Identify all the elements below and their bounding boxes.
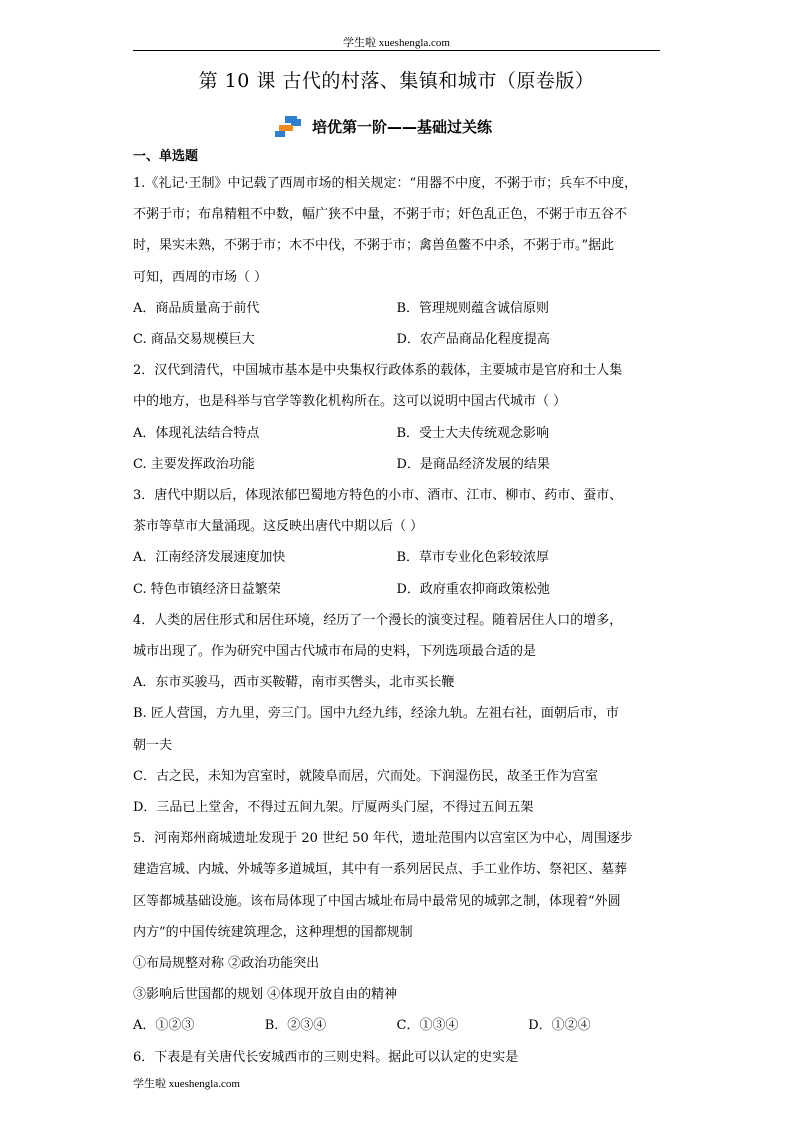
option-b: B．草市专业化色彩较浓厚	[396, 550, 550, 566]
question-stem-line: 2．汉代到清代，中国城市基本是中央集权行政体系的载体，主要城市是官府和士人集	[133, 363, 623, 379]
page-title: 第 10 课 古代的村落、集镇和城市（原卷版）	[198, 70, 595, 92]
option-b: B．受士大夫传统观念影响	[396, 425, 550, 441]
level-badge	[275, 116, 575, 140]
option-d: D．①②④	[528, 1018, 591, 1034]
question-list	[133, 168, 660, 1073]
option-d: D．政府重农抑商政策松弛	[396, 581, 550, 597]
option-a: A．①②③	[133, 1018, 195, 1034]
option-c: C．①③④	[396, 1018, 459, 1034]
option-a: A．体现礼法结合特点	[133, 425, 260, 441]
option-c: C. 特色市镇经济日益繁荣	[133, 581, 281, 597]
question-stem-line: 5．河南郑州商城遗址发现于 20 世纪 50 年代，遗址范围内以宫室区为中心，周围逐步	[133, 831, 633, 847]
option-d: D．三品已上堂舍，不得过五间九架。厅厦两头门屋，不得过五间五架	[133, 800, 534, 816]
question-stem-line: 区等都城基础设施。该布局体现了中国古城址布局中最常见的城郭之制，体现着“外圆	[133, 893, 621, 909]
option-d: D．是商品经济发展的结果	[396, 456, 550, 472]
option-c: C. 商品交易规模巨大	[133, 332, 255, 348]
question-stem-line: 不粥于市；布帛精粗不中数，幅广狭不中量，不粥于市；奸色乱正色，不粥于市五谷不	[133, 207, 628, 223]
question-stem-line: 1.《礼记·王制》中记载了西周市场的相关规定：“用器不中度，不粥于市；兵车不中度，	[133, 176, 638, 191]
option-a: A．商品质量高于前代	[133, 300, 260, 316]
option-b-continued: 朝一夫	[133, 737, 173, 753]
question-stem-line: 可知，西周的市场（ ）	[133, 269, 268, 285]
question-stem-line: 3．唐代中期以后，体现浓郁巴蜀地方特色的小市、酒市、江市、柳市、药市、蚕市、	[133, 488, 623, 504]
question-stem-line: 茶市等草市大量涌现。这反映出唐代中期以后（ ）	[133, 519, 424, 535]
option-b: B．管理规则蕴含诚信原则	[396, 300, 550, 316]
question-stem-line: 城市出现了。作为研究中国古代城市布局的史料，下列选项最合适的是	[133, 644, 537, 660]
site-header: 学生啦 xueshengla.com	[343, 37, 450, 49]
steps-icon	[275, 116, 305, 138]
badge-label: 培优第一阶——基础过关练	[312, 118, 493, 136]
question-stem-line: 内方”的中国传统建筑理念，这种理想的国都规制	[133, 924, 413, 940]
options-row	[133, 574, 660, 605]
options-row	[133, 324, 660, 355]
options-row	[133, 293, 660, 324]
question-stem-line: 6．下表是有关唐代长安城西市的三则史料。据此可以认定的史实是	[133, 1049, 519, 1065]
header-rule	[133, 50, 660, 51]
statement-list: ①布局规整对称 ②政治功能突出	[133, 956, 320, 972]
section-heading: 一、单选题	[133, 149, 199, 164]
question-stem-line: 时，果实未熟，不粥于市；木不中伐，不粥于市；禽兽鱼鳖不中杀，不粥于市。”据此	[133, 238, 615, 254]
statement-list: ③影响后世国都的规划 ④体现开放自由的精神	[133, 987, 398, 1003]
option-a: A．东市买骏马，西市买鞍鞯，南市买辔头，北市买长鞭	[133, 675, 455, 691]
question-stem-line: 中的地方，也是科举与官学等教化机构所在。这可以说明中国古代城市（ ）	[133, 394, 567, 410]
option-d: D．农产品商品化程度提高	[396, 332, 550, 348]
question-stem-line: 建造宫城、内城、外城等多道城垣，其中有一系列居民点、手工业作坊、祭祀区、墓葬	[133, 862, 628, 878]
option-a: A．江南经济发展速度加快	[133, 550, 286, 566]
options-row	[133, 542, 660, 573]
options-row	[133, 449, 660, 480]
site-footer: 学生啦 xueshengla.com	[133, 1078, 240, 1090]
question-stem-line: 4．人类的居住形式和居住环境，经历了一个漫长的演变过程。随着居住人口的增多，	[133, 612, 623, 628]
option-c: C. 主要发挥政治功能	[133, 456, 255, 472]
option-c: C．古之民，未知为宫室时，就陵阜而居，穴而处。下润湿伤民，故圣王作为宫室	[133, 768, 598, 784]
options-row	[133, 1010, 660, 1041]
option-b: B．②③④	[264, 1018, 327, 1034]
options-row	[133, 418, 660, 449]
option-b: B. 匠人营国，方九里，旁三门。国中九经九纬，经涂九轨。左祖右社，面朝后市，市	[133, 706, 619, 722]
